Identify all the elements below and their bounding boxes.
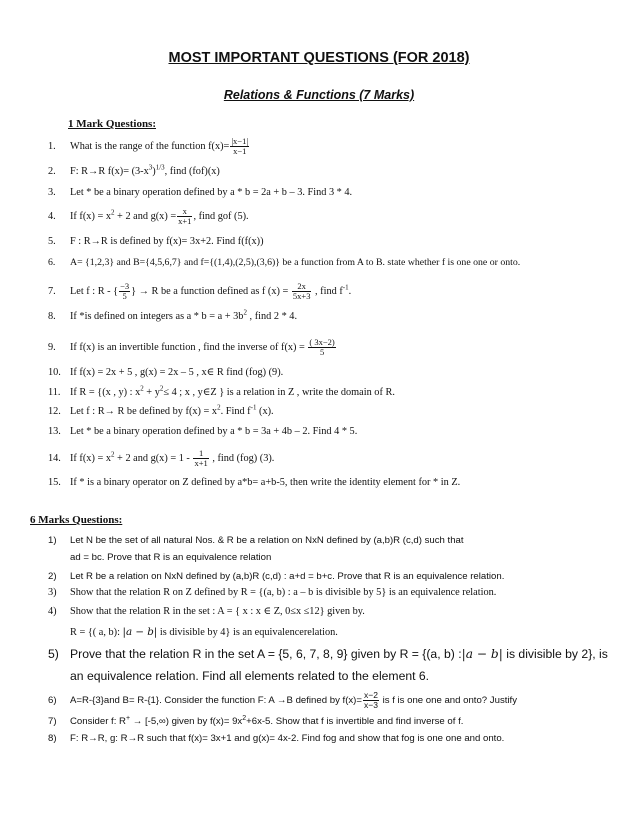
long-question-2: 2) Let R be a relation on NxN defined by (a,b)R (c,d) : a+d = b+c. Prove that R is an equivalence relation. xyxy=(48,571,505,582)
page-title: MOST IMPORTANT QUESTIONS (FOR 2018) xyxy=(168,50,470,66)
long-question-1-cont: ad = bc. Prove that R is an equivalence relation xyxy=(70,552,272,563)
question-15: 15. If * is a binary operator on Z defined by a*b= a+b-5, then write the identity element for * in Z. xyxy=(48,477,461,488)
question-12: 12. Let f : R→ R be defined by $f(x) = x^2$. Find $f^{-1}$ (x). xyxy=(48,403,274,417)
fraction: $\frac{-3}{5}$ xyxy=(120,281,130,301)
fraction: $\frac{1}{x+1}$ xyxy=(194,448,208,468)
section-subtitle: Relations & Functions (7 Marks) xyxy=(223,88,415,102)
question-11: 11. If R = {(x , y) : $x^2 + y^2\le 4$ ; x , y∈Z } is a relation in Z , write the domain of R. xyxy=(48,384,395,398)
long-question-5-cont: an equivalence relation. Find all elements related to the element 6. xyxy=(70,669,430,683)
fraction: $\frac{( 3x-2)}{5}$ xyxy=(309,337,335,357)
question-9: 9. If f(x) is an invertible function , find the inverse of f(x) = $\frac{( 3x-2)}{5}$ xyxy=(48,337,335,357)
long-question-6: 6) A=R-{3}and B= R-{1}. Consider the function F: A →B defined by f(x)= $\frac{x-2}{x-3}$ is f is one one and onto? Justify xyxy=(48,690,517,710)
fraction: $\frac{|x-1|}{x-1}$ xyxy=(231,136,249,156)
question-1: 1. What is the range of the function f(x)= $\frac{|x-1|}{x-1}$ xyxy=(48,136,249,156)
question-3: 3. Let * be a binary operation defined by a * b = 2a + b – 3. Find 3 * 4. xyxy=(48,187,353,198)
question-10: 10. If f(x) = 2x + 5 , g(x) = 2x – 5 , x∈ R find (fog) (9). xyxy=(48,367,284,378)
fraction: $\frac{2x}{5x+3}$ xyxy=(292,281,311,301)
section-heading-1-mark: 1 Mark Questions: xyxy=(68,118,156,130)
long-question-7: 7) Consider f: R+ → [-5,∞) given by $f(x)= 9x^2+6x-5$. Show that f is invertible and find inverse of f. xyxy=(48,714,464,727)
question-2: 2. F: R→R $f(x)= (3-x^3)^{1/3}$, find (fof)(x) xyxy=(48,163,220,177)
question-4: 4. If $f(x) = x^2 + 2$ and g(x) = $\frac{x}{x+1}$ , find gof (5). xyxy=(48,206,249,226)
long-question-3: 3) Show that the relation R on Z defined by R = {(a, b) : a – b is divisible by 5} is an equivalence relation. xyxy=(48,587,497,598)
long-question-8: 8) F: R→R, g: R→R such that f(x)= 3x+1 and g(x)= 4x-2. Find fog and show that fog is one one and onto. xyxy=(48,733,505,744)
question-8: 8. If *is defined on integers as $a * b = a + 3b^2$ , find 2 * 4. xyxy=(48,308,298,322)
long-question-5: 5) Prove that the relation R in the set A = {5, 6, 7, 8, 9} given by R = {(a, b) :|a − b| is divisible by 2}, is xyxy=(48,647,608,661)
question-13: 13. Let * be a binary operation defined by a * b = 3a + 4b – 2. Find 4 * 5. xyxy=(48,426,358,437)
question-14: 14. If $f(x) = x^2 + 2$ and g(x) = 1 - $\frac{1}{x+1}$ , find (fog) (3). xyxy=(48,448,275,468)
long-question-1: 1) Let N be the set of all natural Nos. & R be a relation on NxN defined by (a,b)R (c,d) such that xyxy=(48,535,464,546)
long-question-4-cont: R = {( a, b): |a − b| is divisible by 4} is an equivalencerelation. xyxy=(70,626,338,638)
question-7: 7. Let f : R - { $\frac{-3}{5}$ } → R be a function defined as f (x) = $\frac{2x}{5x+3}$ , find $f^{-1}$. xyxy=(48,281,352,301)
long-question-4: 4) Show that the relation R in the set : A = { x : x ∈ Z, 0≤x ≤12} given by. xyxy=(48,606,365,617)
fraction: $\frac{x}{x+1}$ xyxy=(178,206,192,226)
fraction: $\frac{x-2}{x-3}$ xyxy=(363,690,378,710)
section-heading-6-marks: 6 Marks Questions: xyxy=(30,514,123,526)
question-6: 6. A= {1,2,3} and B={4,5,6,7} and f={(1,4),(2,5),(3,6)} be a function from A to B. state whether f is one one or onto. xyxy=(48,257,521,268)
question-5: 5. F : R→R is defined by f(x)= 3x+2. Find f(f(x)) xyxy=(48,236,264,247)
